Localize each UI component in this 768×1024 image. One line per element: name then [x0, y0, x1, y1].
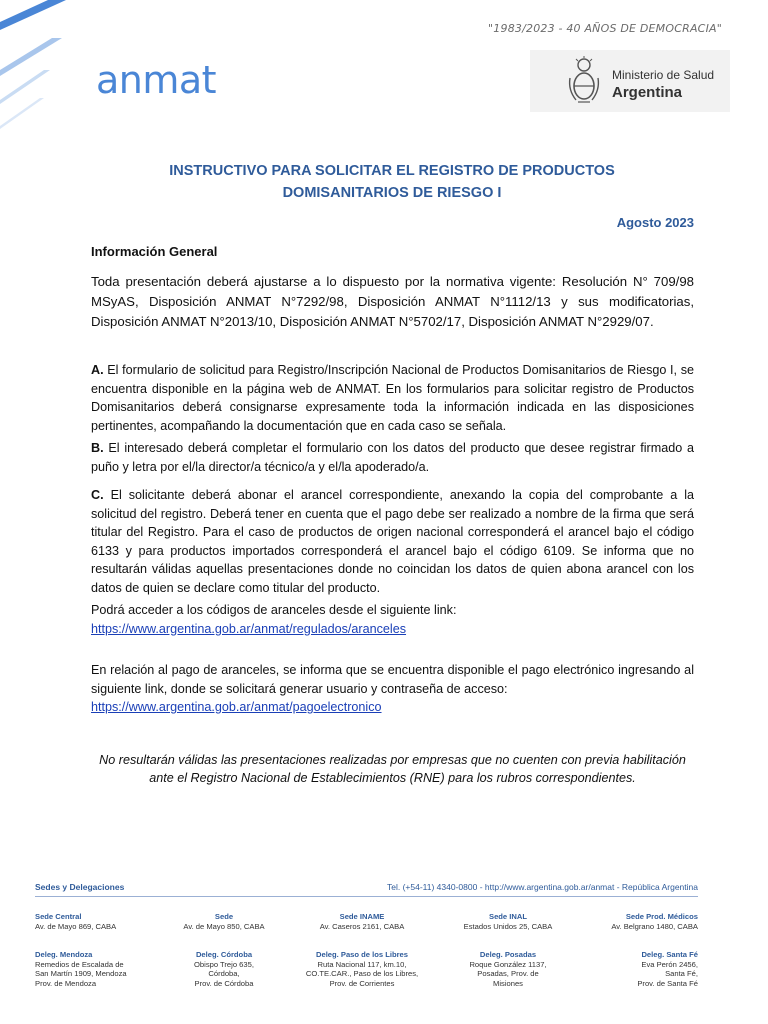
office-name: Deleg. Paso de los Libres — [315, 950, 408, 959]
office-address: Obispo Trejo 635, — [194, 959, 254, 969]
document-date: Agosto 2023 — [616, 215, 694, 230]
office-deleg-paso-de-los-libres — [304, 950, 420, 988]
paragraph-b — [91, 439, 694, 476]
office-address: Eva Perón 2456, — [641, 959, 698, 969]
paragraph-a — [91, 361, 694, 435]
office-sede-central — [35, 912, 145, 931]
decorative-stripes — [0, 0, 110, 150]
office-name: Sede Central — [35, 912, 82, 921]
coat-of-arms-icon — [566, 56, 602, 106]
pago-text: En relación al pago de aranceles, se informa que se encuentra disponible el pago electrónico ingresando al siguiente link, donde se solicitará generar usuario y contraseña de acceso: — [91, 663, 694, 696]
anmat-logo: anmat — [96, 58, 217, 102]
intro-paragraph: Toda presentación deberá ajustarse a lo dispuesto por la normativa vigente: Resolución N° 709/98 MSyAS, Disposición ANMAT N°7292/98, Disposición ANMAT N°1112/13 y sus modificatorias, Disposición ANMAT N°2013/10, Disposición ANMAT N°5702/17, Disposición ANMAT N°2929/07. — [91, 274, 694, 329]
footer — [0, 876, 768, 1024]
office-name: Deleg. Posadas — [479, 950, 537, 959]
office-deleg-posadas — [452, 950, 564, 988]
office-address: Av. de Mayo 850, CABA — [183, 921, 265, 931]
office-address: Prov. de Santa Fé — [637, 978, 698, 988]
aranceles-paragraph — [91, 601, 694, 638]
office-name: Sede INAL — [489, 912, 527, 921]
paragraph-b-text: El interesado deberá completar el formulario con los datos del producto que desee registrar firmado a puño y letra por el/la director/a técnico/a y el/la apoderado/a. — [91, 441, 694, 474]
section-heading: Información General — [91, 244, 218, 259]
footer-contact: Tel. (+54-11) 4340-0800 - http://www.argentina.gob.ar/anmat - República Argentina — [387, 882, 698, 892]
aranceles-link[interactable]: https://www.argentina.gob.ar/anmat/regulados/aranceles — [91, 621, 407, 636]
office-address: Av. de Mayo 869, CABA — [35, 921, 117, 931]
ministry-name: Ministerio de Salud — [612, 68, 715, 82]
office-address: Av. Caseros 2161, CABA — [319, 921, 405, 931]
office-name: Deleg. Córdoba — [195, 950, 253, 959]
office-address: CO.TE.CAR., Paso de los Libres, — [305, 969, 419, 979]
office-name: Sede Prod. Médicos — [625, 912, 698, 921]
office-address: Santa Fé, — [665, 969, 698, 979]
office-address: San Martín 1909, Mendoza — [35, 969, 127, 979]
title-line-2: DOMISANITARIOS DE RIESGO I — [282, 185, 502, 201]
office-address: Córdoba, — [208, 969, 240, 979]
paragraph-a-label: A. — [91, 363, 104, 377]
office-name: Sede — [214, 912, 234, 921]
paragraph-a-text: El formulario de solicitud para Registro/Inscripción Nacional de Productos Domisanitarios de Riesgo I, se encuentra disponible en la página web de ANMAT. En los formularios para solicitar registro de Productos Domisanitarios deberá consignarse expresamente toda la información indicada en las disposiciones pertinentes, acompañando la documentación que en cada caso se señala. — [91, 363, 695, 433]
office-deleg-mendoza — [35, 950, 145, 988]
paragraph-b-label: B. — [91, 441, 104, 455]
office-address: Posadas, Prov. de — [477, 969, 539, 979]
office-address: Remedios de Escalada de — [35, 959, 124, 969]
aranceles-text: Podrá acceder a los códigos de aranceles desde el siguiente link: — [91, 603, 457, 617]
office-sede-iname — [304, 912, 420, 931]
office-name: Sede INAME — [339, 912, 385, 921]
title-line-1: INSTRUCTIVO PARA SOLICITAR EL REGISTRO DE PRODUCTOS — [169, 163, 615, 179]
office-sede — [168, 912, 280, 931]
paragraph-c-text: El solicitante deberá abonar el arancel correspondiente, anexando la copia del comprobante a la solicitud del registro. Deberá tener en cuenta que el pago debe ser realizado a nombre de la firma que será titular del Registro. Para el caso de productos de origen nacional corresponderá el arancel bajo el código 6133 y para productos importados corresponderá el arancel bajo el código 6109. Se informa que no resultarán válidas aquellas presentaciones donde no coincidan los datos de quien abona arancel con los datos de quien se declare como titular del producto. — [91, 488, 695, 595]
ministry-logo — [530, 50, 730, 112]
office-sede-inal — [452, 912, 564, 931]
paragraph-c-label: C. — [91, 488, 104, 502]
office-name: Deleg. Santa Fé — [641, 950, 698, 959]
office-name: Deleg. Mendoza — [35, 950, 93, 959]
office-address: Prov. de Córdoba — [194, 978, 254, 988]
office-deleg-santa-fe — [588, 950, 698, 988]
pago-electronico-link[interactable]: https://www.argentina.gob.ar/anmat/pagoelectronico — [91, 700, 382, 714]
office-address: Ruta Nacional 117, km.10, — [317, 959, 407, 969]
office-sede-prod-medicos — [588, 912, 698, 931]
paragraph-c — [91, 486, 694, 597]
rne-note: No resultarán válidas las presentaciones realizadas por empresas que no cuenten con previa habilitación ante el Registro Nacional de Establecimientos (RNE) para los rubros correspondientes. — [99, 753, 686, 785]
office-address: Roque González 1137, — [469, 959, 547, 969]
footer-heading: Sedes y Delegaciones — [35, 882, 125, 892]
office-address: Estados Unidos 25, CABA — [463, 921, 553, 931]
pago-paragraph — [91, 661, 694, 717]
office-address: Prov. de Mendoza — [35, 978, 97, 988]
office-deleg-cordoba — [168, 950, 280, 988]
democracy-motto: "1983/2023 - 40 AÑOS DE DEMOCRACIA" — [488, 22, 722, 35]
office-address: Av. Belgrano 1480, CABA — [611, 921, 698, 931]
footer-divider — [35, 896, 698, 897]
office-address: Misiones — [493, 978, 523, 988]
country-name: Argentina — [612, 84, 683, 101]
office-address: Prov. de Corrientes — [329, 978, 395, 988]
document-title — [0, 160, 768, 204]
